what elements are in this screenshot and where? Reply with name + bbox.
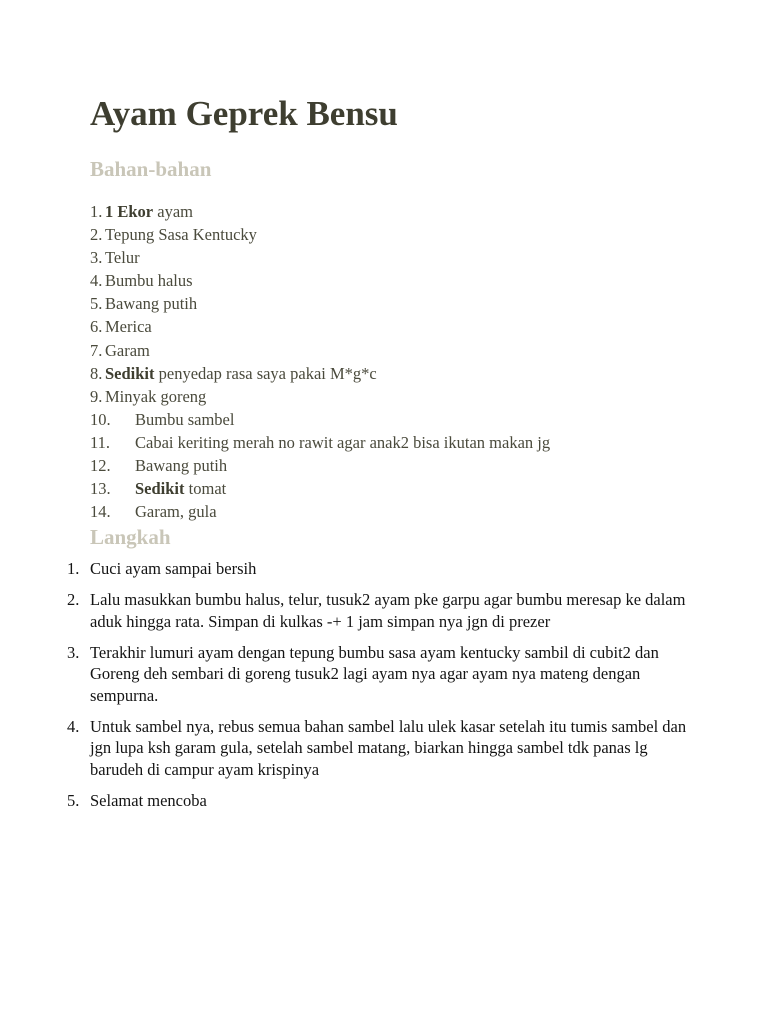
ingredient-text: Bumbu sambel xyxy=(135,409,235,429)
ingredient-text: Garam, gula xyxy=(135,502,217,522)
ingredient-number: 5. xyxy=(90,294,103,314)
ingredient-text: Tepung Sasa Kentucky xyxy=(105,225,257,245)
page-title: Ayam Geprek Bensu xyxy=(90,94,398,133)
step-number: 4. xyxy=(67,716,80,736)
ingredient-text: Bawang putih xyxy=(135,456,228,476)
ingredient-number: 10. xyxy=(90,409,111,429)
ingredient-item xyxy=(90,292,550,315)
ingredient-number: 11. xyxy=(90,432,111,452)
step-number: 5. xyxy=(67,790,80,810)
ingredient-number: 7. xyxy=(90,340,103,360)
ingredient-text: Minyak goreng xyxy=(105,386,207,406)
ingredient-text: Telur xyxy=(105,248,140,268)
ingredient-number: 6. xyxy=(90,317,103,337)
step-text: Lalu masukkan bumbu halus, telur, tusuk2 ayam pke garpu agar bumbu meresap ke dalam aduk hingga rata. Simpan di kulkas -+ 1 jam simpan nya jgn di prezer xyxy=(90,590,686,631)
ingredient-number: 13. xyxy=(90,479,111,499)
ingredient-text: ayam xyxy=(153,202,193,221)
ingredient-text: Garam xyxy=(105,340,150,360)
ingredient-item xyxy=(90,200,550,223)
ingredient-text: Bawang putih xyxy=(105,294,198,314)
ingredient-number: 3. xyxy=(90,248,103,268)
steps-heading: Langkah xyxy=(90,525,171,549)
step-item xyxy=(63,589,703,632)
ingredient-item xyxy=(90,362,550,385)
ingredient-item xyxy=(90,408,550,431)
step-number: 1. xyxy=(67,559,80,578)
ingredient-item xyxy=(90,315,550,338)
ingredient-item xyxy=(90,223,550,246)
step-text: Selamat mencoba xyxy=(90,790,207,810)
step-number: 3. xyxy=(67,642,80,662)
ingredient-quantity: Sedikit xyxy=(135,479,185,499)
step-text: Cuci ayam sampai bersih xyxy=(90,559,257,578)
ingredient-item xyxy=(90,500,550,523)
ingredient-item xyxy=(90,269,550,292)
ingredient-number: 2. xyxy=(90,225,103,245)
ingredients-heading: Bahan-bahan xyxy=(90,157,212,181)
step-item xyxy=(63,558,703,580)
ingredient-number: 1. xyxy=(90,202,103,221)
steps-list xyxy=(63,558,703,821)
ingredient-item xyxy=(90,246,550,269)
step-item xyxy=(63,790,703,812)
step-number: 2. xyxy=(67,590,80,609)
ingredient-number: 14. xyxy=(90,502,111,522)
ingredient-text: Cabai keriting merah no rawit agar anak2 bisa ikutan makan jg xyxy=(135,432,551,452)
ingredient-text: Bumbu halus xyxy=(105,271,193,291)
ingredients-list xyxy=(90,200,550,523)
ingredient-text: Merica xyxy=(105,317,152,337)
ingredient-quantity: Sedikit xyxy=(105,363,155,383)
ingredient-number: 9. xyxy=(90,386,103,406)
ingredient-item xyxy=(90,454,550,477)
step-text: Terakhir lumuri ayam dengan tepung bumbu sasa ayam kentucky sambil di cubit2 dan Goreng deh sembari di goreng tusuk2 lagi ayam nya agar ayam nya mateng dengan sempurna. xyxy=(90,642,659,705)
ingredient-text: penyedap rasa saya pakai M*g*c xyxy=(154,363,377,383)
step-item xyxy=(63,642,703,707)
ingredient-item xyxy=(90,385,550,408)
ingredient-item xyxy=(90,339,550,362)
ingredient-number: 12. xyxy=(90,456,111,476)
ingredient-item xyxy=(90,477,550,500)
step-text: Untuk sambel nya, rebus semua bahan sambel lalu ulek kasar setelah itu tumis sambel dan jgn lupa ksh garam gula, setelah sambel matang, biarkan hingga sambel tdk panas lg barudeh di campur ayam krispinya xyxy=(90,716,687,779)
ingredient-number: 4. xyxy=(90,271,103,291)
ingredient-text: tomat xyxy=(184,479,227,499)
step-item xyxy=(63,716,703,781)
ingredient-quantity: 1 Ekor xyxy=(105,202,154,221)
ingredient-item xyxy=(90,431,550,454)
ingredient-number: 8. xyxy=(90,363,103,383)
